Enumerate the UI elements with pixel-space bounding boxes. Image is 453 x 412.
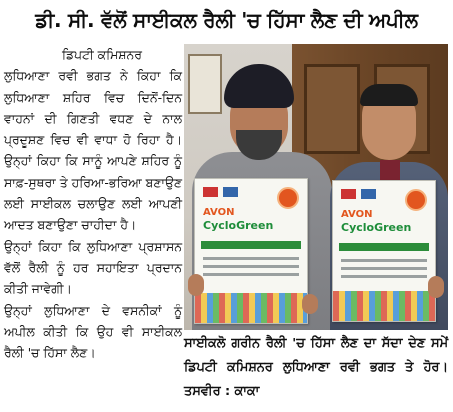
article-paragraph: ਲੁਧਿਆਣਾ ਰਵੀ ਭਗਤ ਨੇ ਕਿਹਾ ਕਿ ਲੁਧਿਆਣਾ ਸ਼ਹਿਰ ਵਿਚ ਦਿਨੋਂ-ਦਿਨ ਵਾਹਨਾਂ ਦੀ ਗਿਣਤੀ ਵਧਣ ਦੇ ਨਾਲ ਪ੍ਰਦੂਸ਼ਣ ਵਿਚ ਵੀ ਵਾਧਾ ਹੋ ਰਿਹਾ ਹੈ। ਉਨ੍ਹਾਂ ਕਿਹਾ ਕਿ ਸਾਨੂੰ ਆਪਣੇ ਸ਼ਹਿਰ ਨੂੰ ਸਾਫ਼-ਸੁਥਰਾ ਤੇ ਹਰਿਆ-ਭਰਿਆ ਬਣਾਉਣ ਲਈ ਸਾਈਕਲ ਚਲਾਉਣ ਲਈ ਆਪਣੀ ਆਦਤ ਬਣਾਉਣਾ ਚਾਹੀਦਾ ਹੈ। (4, 68, 182, 233)
hand (302, 294, 318, 314)
poster-text-line (341, 275, 427, 278)
poster-cyclists-illustration (195, 293, 307, 323)
headline: ਡੀ. ਸੀ. ਵੱਲੋਂ ਸਾਈਕਲ ਰੈਲੀ 'ਚ ਹਿੱਸਾ ਲੈਣ ਦੀ ਅਪੀਲ (35, 8, 418, 32)
poster-text-line (341, 259, 427, 262)
article-body (4, 44, 182, 408)
poster-text-line (203, 265, 299, 268)
poster-brand: AVON (341, 209, 373, 220)
poster-title: CycloGreen (203, 219, 274, 232)
dateline: ਡਿਪਟੀ ਕਮਿਸ਼ਨਰ (62, 47, 142, 62)
sponsor-logos (203, 187, 253, 197)
poster-badge-icon (277, 187, 299, 209)
article-paragraph: ਉਨ੍ਹਾਂ ਲੁਧਿਆਣਾ ਦੇ ਵਸਨੀਕਾਂ ਨੂੰ ਅਪੀਲ ਕੀਤੀ ਕਿ ਉਹ ਵੀ ਸਾਈਕਲ ਰੈਲੀ 'ਚ ਹਿੱਸਾ ਲੈਣ। (4, 302, 182, 361)
poster-text-line (203, 257, 299, 260)
hand (428, 276, 444, 298)
article-paragraph: ਉਨ੍ਹਾਂ ਕਿਹਾ ਕਿ ਲੁਧਿਆਣਾ ਪ੍ਰਸ਼ਾਸਨ ਵੱਲੋਂ ਰੈਲੀ ਨੂੰ ਹਰ ਸਹਾਇਤਾ ਪ੍ਰਦਾਨ ਕੀਤੀ ਜਾਵੇਗੀ। (4, 238, 182, 297)
news-photo (184, 44, 448, 330)
poster-badge-icon (405, 189, 427, 211)
photo-caption: ਸਾਈਕਲੋ ਗਰੀਨ ਰੈਲੀ 'ਚ ਹਿੱਸਾ ਲੈਣ ਦਾ ਸੱਦਾ ਦੇਣ ਸਮੇਂ ਡਿਪਟੀ ਕਮਿਸ਼ਨਰ ਲੁਧਿਆਣਾ ਰਵੀ ਭਗਤ ਤੇ ਹੋਰ। ਤਸਵੀਰ : ਕਾਕਾ (184, 336, 448, 399)
poster-text-line (203, 273, 299, 276)
poster-banner (201, 241, 301, 249)
door-panel (304, 64, 360, 154)
poster-brand: AVON (203, 207, 235, 218)
sponsor-logos (341, 189, 391, 199)
poster-text-line (341, 267, 427, 270)
poster-cyclists-illustration (333, 291, 435, 321)
person-right-hair (360, 84, 418, 106)
poster-banner (339, 243, 429, 251)
wall-frame (188, 54, 222, 114)
poster-title: CycloGreen (341, 221, 412, 234)
hand (188, 274, 204, 296)
poster-left (194, 178, 308, 324)
poster-right (332, 180, 436, 322)
